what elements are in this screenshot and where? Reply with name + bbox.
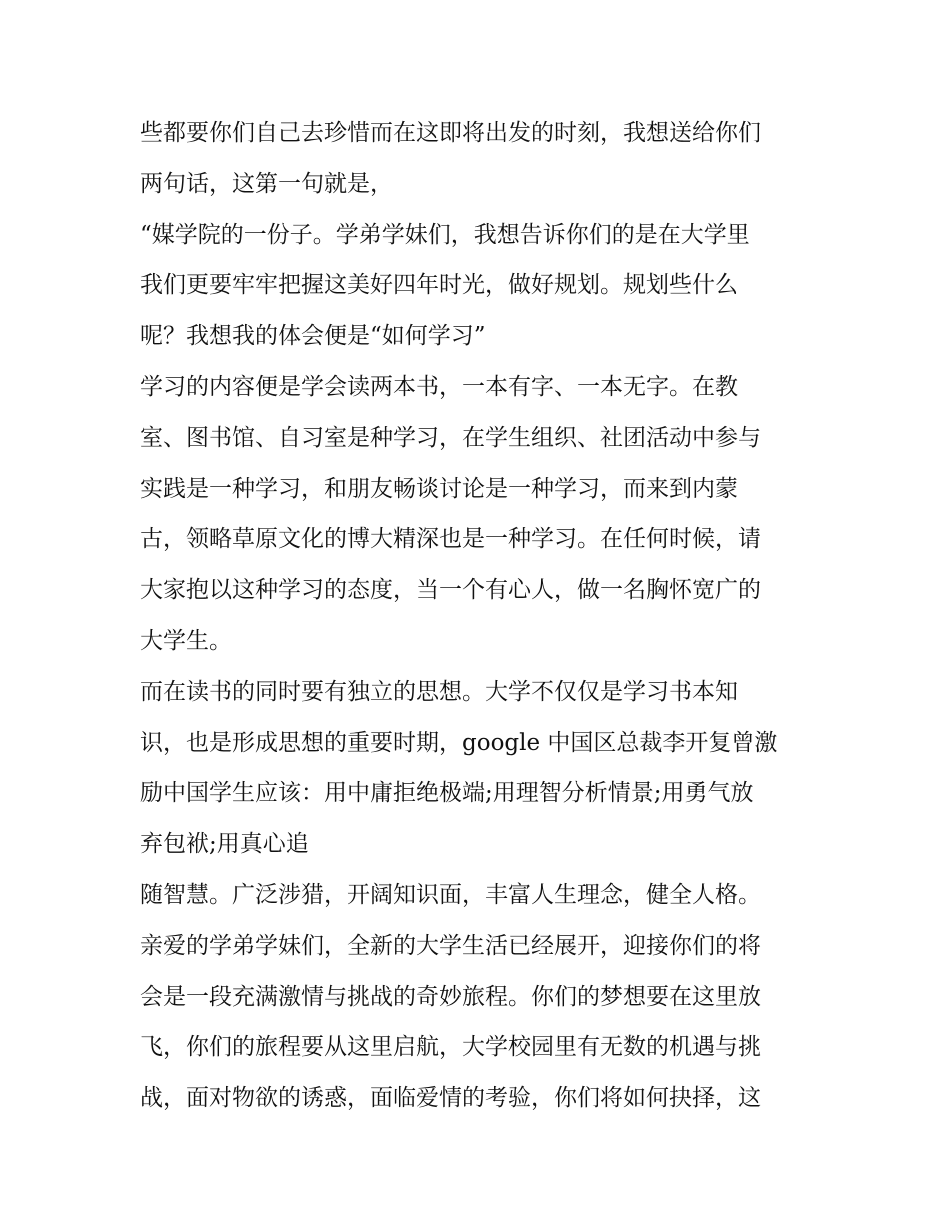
text-line: 学习的内容便是学会读两本书，一本有字、一本无字。在教 xyxy=(140,373,738,400)
text-line: 会是一段充满激情与挑战的奇妙旅程。你们的梦想要在这里放 xyxy=(140,983,761,1010)
text-line: 而在读书的同时要有独立的思想。大学不仅仅是学习书本知 xyxy=(140,678,738,705)
text-line: 些都要你们自己去珍惜而在这即将出发的时刻，我想送给你们 xyxy=(140,120,761,146)
text-line: 识，也是形成思想的重要时期，google 中国区总裁李开复曾激 xyxy=(140,729,778,756)
text-line: 两句话，这第一句就是， xyxy=(140,170,393,197)
text-line: 弃包袱;用真心追 xyxy=(140,831,309,858)
text-line: “媒学院的一份子。学弟学妹们，我想告诉你们的是在大学里 xyxy=(140,221,750,248)
text-line: 随智慧。广泛涉猎，开阔知识面，丰富人生理念，健全人格。 xyxy=(140,881,761,908)
text-line: 实践是一种学习，和朋友畅谈讨论是一种学习，而来到内蒙 xyxy=(140,475,738,502)
text-line: 战，面对物欲的诱惑，面临爱情的考验，你们将如何抉择，这 xyxy=(140,1085,761,1112)
text-line: 我们更要牢牢把握这美好四年时光，做好规划。规划些什么 xyxy=(140,272,738,299)
body-text xyxy=(140,108,820,1124)
text-line: 古，领略草原文化的博大精深也是一种学习。在任何时候，请 xyxy=(140,526,761,553)
text-line: 亲爱的学弟学妹们，全新的大学生活已经展开，迎接你们的将 xyxy=(140,932,761,959)
text-line: 室、图书馆、自习室是种学习，在学生组织、社团活动中参与 xyxy=(140,424,761,451)
text-line: 励中国学生应该：用中庸拒绝极端;用理智分析情景;用勇气放 xyxy=(140,780,754,807)
text-line: 大学生。 xyxy=(140,627,232,654)
text-line: 大家抱以这种学习的态度，当一个有心人，做一名胸怀宽广的 xyxy=(140,577,761,604)
text-line: 呢？我想我的体会便是“如何学习” xyxy=(140,323,486,350)
text-line: 飞，你们的旅程要从这里启航，大学校园里有无数的机遇与挑 xyxy=(140,1034,761,1061)
